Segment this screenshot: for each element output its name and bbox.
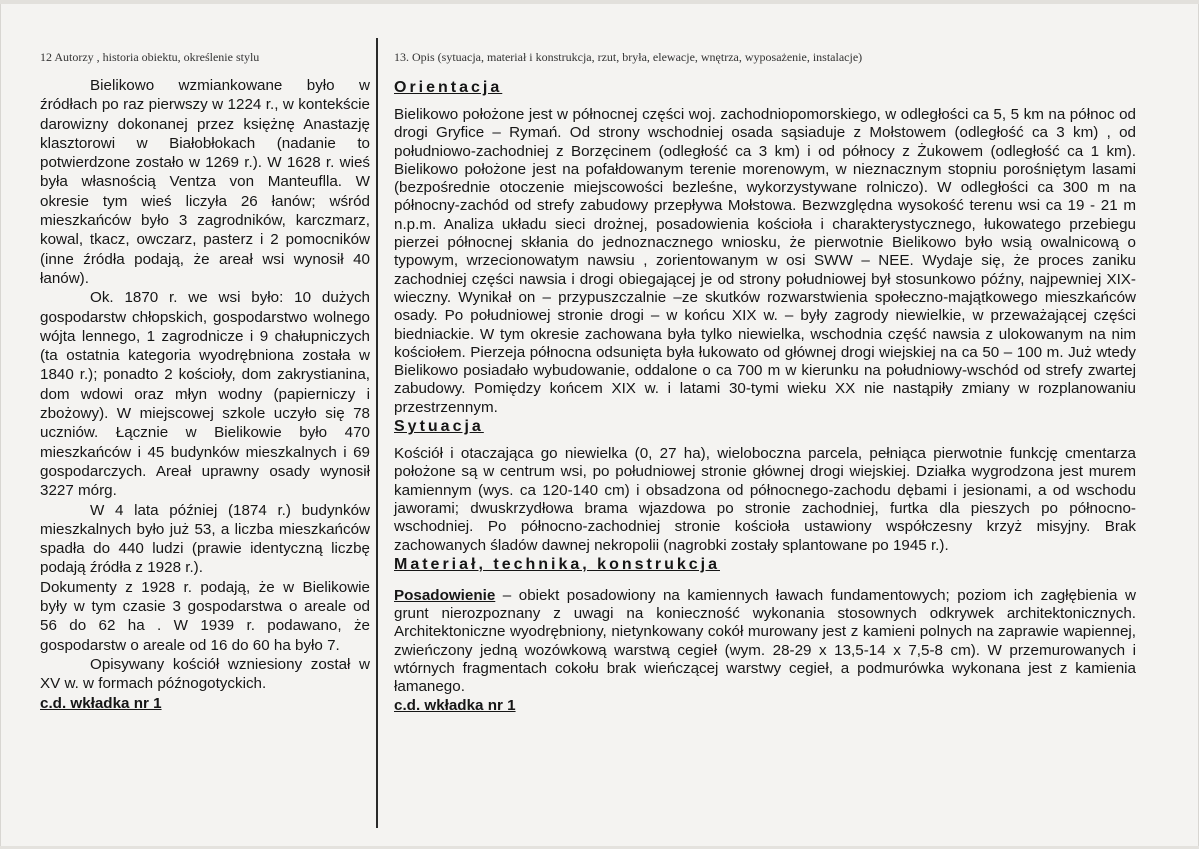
history-paragraph-5: Opisywany kościół wzniesiony został w XV w. w formach późnogotyckich.: [40, 655, 370, 693]
continued-insert-link-right[interactable]: c.d. wkładka nr 1: [394, 696, 516, 714]
sytuacja-text: Kościół i otaczająca go niewielka (0, 27 ha), wieloboczna parcela, pełniąca pierwotnie funkcję cmentarza położone są w centrum wsi, po południowej stronie głównej drogi wiejskiej. Działka wygrodzona jest murem kamiennym (wys. ca 120-140 cm) i obsadzona od północnego-zachodu dębami i jesionami, a od wschodu jaworami; dwuskrzydłowa brama wjazdowa po stronie zachodniej, furtka dla pieszych po północno-wschodniej. Po północno-zachodniej stronie kościoła ustawiony współczesny krzyż misyjny. Brak zachowanych śladów dawnej nekropolii (nagrobki zostały splantowane po 1945 r.).: [394, 445, 1136, 554]
scan-edge-top: [0, 0, 1199, 4]
continued-insert-link-left[interactable]: c.d. wkładka nr 1: [40, 694, 162, 712]
orientacja-text: Bielikowo położone jest w północnej części woj. zachodniopomorskiego, w odległości ca 5, 5 km na północ od drogi Gryfice – Rymań. Od strony wschodniej osada sąsiaduje z Mołstowem (odległość ca 3 km) , od południowo-zachodniej z Borzęcinem (odległość ca 3 km) i od północy z Żukowem (odległość ca 1 km). Bielikowo położone jest na pofałdowanym terenie morenowym, w nieznacznym stopniu porośniętym lasami (bezpośrednie otoczenie miejscowości bezleśne, wykorzystywane rolniczo). W odległości ca 300 m na północny-zachód od strefy zabudowy przepływa Mołstowa. Bezwzględna wysokość terenu wsi ca 19 - 21 m n.p.m. Analiza układu sieci drożnej, posadowienia kościoła i charakterystycznego, łukowatego przebiegu pierzei północnej skłania do jednoznacznego wniosku, że pierwotnie Bielikowo było wsią owalnicową o typowym, wrzecionowatym nawsiu , zorientowanym w osi SWW – NEE. Wydaje się, że proces zaniku zachodniej części nawsia i drogi obiegającej je od strony południowej był stosunkowo późny, najpewniej XIX-wieczny. Wynikał on – przypuszczalnie –ze skutków rozwarstwienia społeczno-majątkowego mieszkańców osady. Po południowej stronie drogi – w końcu XIX w. – były zagrody niewielkie, w przeważającej części biedniackie. W tym okresie zachowana była tylko niewielka, wschodnia część nawsia z ulokowanym na nim kościołem. Pierzeja północna odsunięta była łukowato od głównej drogi wiejskiej na ca 50 – 100 m. Już wtedy Bielikowo posiadało wybudowanie, oddalone o ca 700 m w kierunku na południowy-wschód od strefy zwartej zabudowy. Pomiędzy końcem XIX w. i latami 30-tymi wieku XX nie nastąpiły zmiany w rozplanowaniu przestrzennym.: [394, 106, 1136, 416]
history-paragraph-1: Bielikowo wzmiankowane było w źródłach po raz pierwszy w 1224 r., w kontekście darowizny dokonanej przez księżnę Anastazję klasztorowi w Białobłokach (nadanie to potwierdzone zostało w 1269 r.). W 1628 r. wieś była własnością Ventza von Manteuflla. W okresie tym wieś liczyła 26 łanów; wśród mieszkańców było 3 zagrodników, karczmarz, kowal, tkacz, owczarz, pasterz i 2 pomocników (inne źródła podają, że areał wsi wynosił 40 łanów).: [40, 77, 370, 287]
section-heading-material: Materiał, technika, konstrukcja: [394, 555, 720, 573]
right-column-header: 13. Opis (sytuacja, materiał i konstrukcja, rzut, bryła, elewacje, wnętrza, wyposażenie, instalacje): [394, 50, 863, 64]
history-paragraph-2: Ok. 1870 r. we wsi było: 10 dużych gospodarstw chłopskich, gospodarstwo wolnego wójta lennego, 1 zagrodnicze i 9 chałupniczych (ta ostatnia kategoria wyodrębniona została w 1840 r.); ponadto 2 kościoły, dom zakrystianina, dom wdowi oraz młyn wodny (papierniczy i zbożowy). W miejscowej szkole uczyło się 78 uczniów. Łącznie w Bielikowie było 470 mieszkańców i 45 budynków mieszkalnych i 69 gospodarczych. Areał uprawny osady wynosił 3227 mórg.: [40, 289, 370, 500]
section-heading-sytuacja: Sytuacja: [394, 418, 484, 436]
history-paragraph-3: W 4 lata później (1874 r.) budynków mieszkalnych było już 53, a liczba mieszkańców spadła do 440 ludzi (prawie identyczną liczbę podają źródła z 1928 r.).: [40, 501, 370, 577]
posadowienie-text: – obiekt posadowiony na kamiennych ławach fundamentowych; poziom ich zagłębienia w grunt nierozpoznany z uwagi na konieczność wykonania stosownych odkrywek architektonicznych. Architektoniczne wyodrębniony, nietynkowany cokół murowany jest z kamieni polnych na zaprawie wapiennej, zwieńczony jedną wozówkową warstwą cegieł (wym. 28-29 x 13,5-14 x 7,5-8 cm). W przemurowanych i wtórnych fragmentach cokołu brak wieńczącej warstwy cegieł, a podmurówka wykonana jest z kamienia łamanego.: [394, 586, 1136, 696]
left-column-header: 12 Autorzy , historia obiektu, określenie stylu: [40, 50, 260, 64]
history-column: [40, 76, 370, 713]
posadowienie-paragraph: [394, 587, 1136, 697]
posadowienie-label: Posadowienie: [394, 586, 496, 604]
description-column: [394, 78, 1136, 715]
section-heading-orientacja: Orientacja: [394, 79, 503, 96]
history-paragraph-4: Dokumenty z 1928 r. podają, że w Bielikowie były w tym czasie 3 gospodarstwa o areale od 56 do 62 ha . W 1939 r. podawano, że gospodarstw o areale od 16 do 60 ha było 7.: [40, 578, 370, 654]
column-divider: [376, 38, 378, 828]
